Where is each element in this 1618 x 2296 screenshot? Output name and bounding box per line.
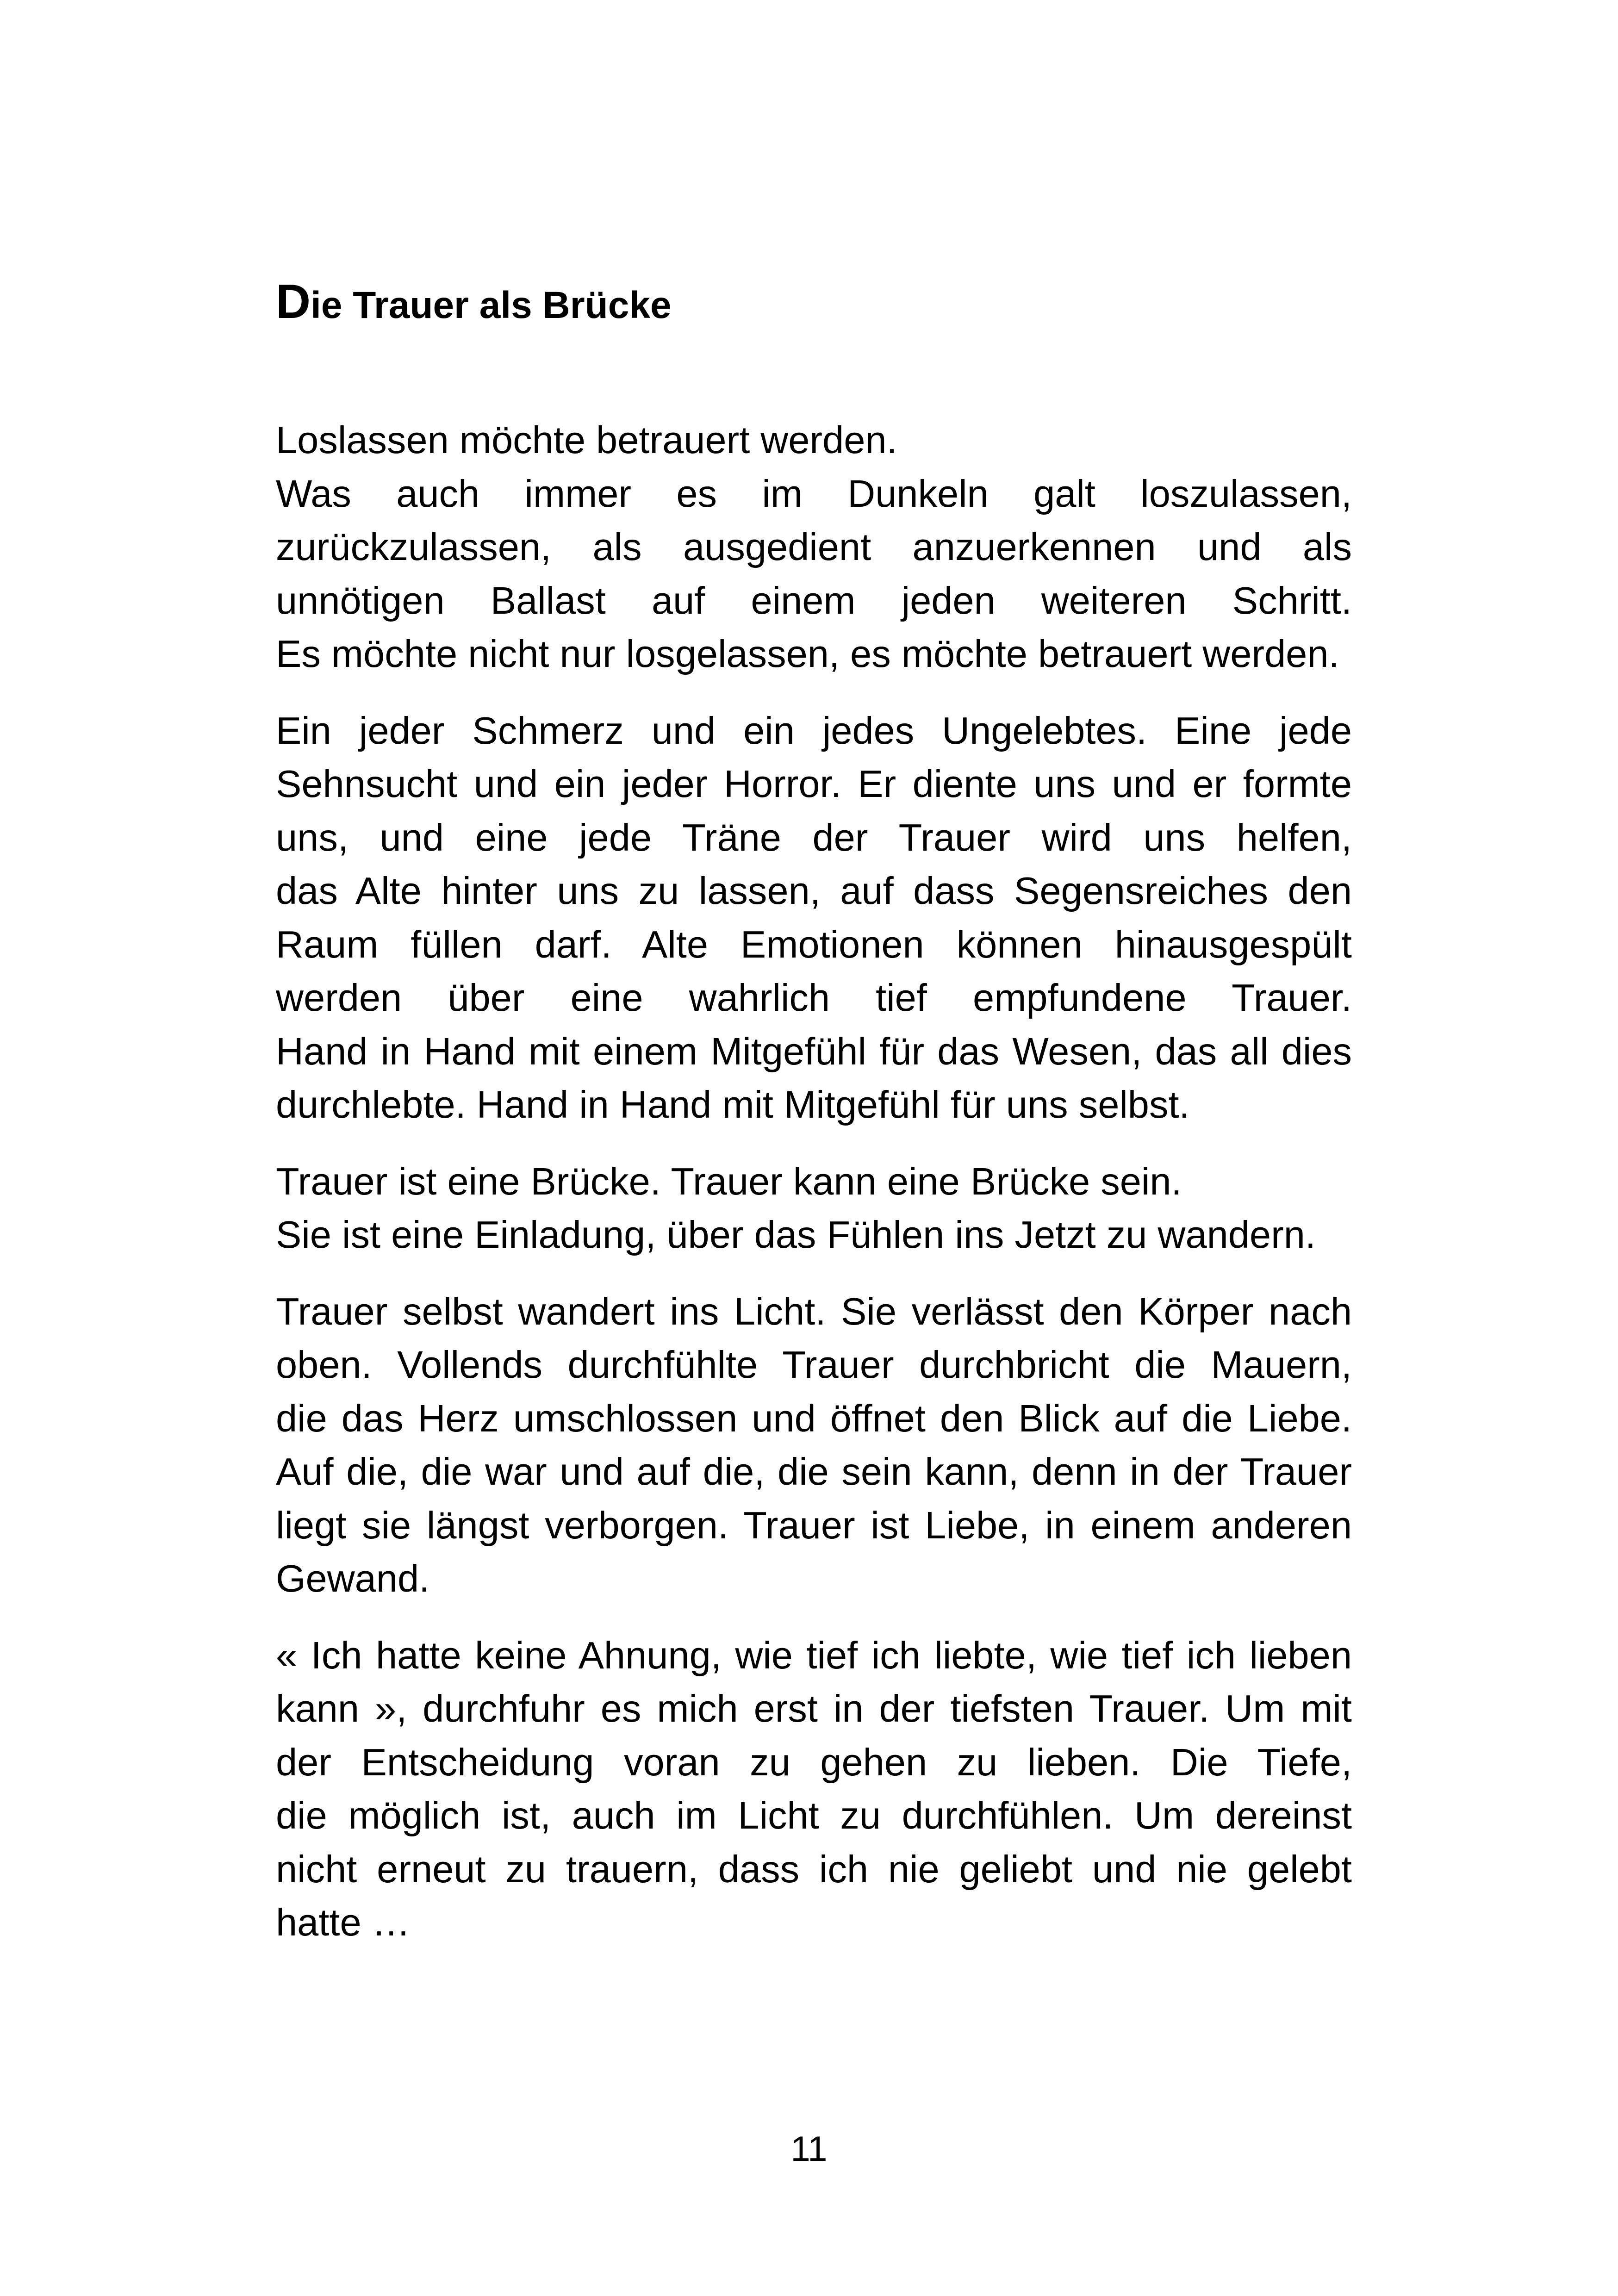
text-line: Trauer selbst wandert ins Licht. Sie verlässt den Körper nach bbox=[276, 1289, 1352, 1333]
text-line: Trauer ist eine Brücke. Trauer kann eine Brücke sein. bbox=[276, 1159, 1182, 1203]
heading-initial: D bbox=[276, 275, 311, 329]
text-line: oben. Vollends durchfühlte Trauer durchbricht die Mauern, bbox=[276, 1343, 1352, 1386]
text-line: der Entscheidung voran zu gehen zu lieben. Die Tiefe, bbox=[276, 1740, 1352, 1784]
text-line: nicht erneut zu trauern, dass ich nie geliebt und nie gelebt bbox=[276, 1847, 1352, 1891]
text-line: Raum füllen darf. Alte Emotionen können hinausgespült bbox=[276, 922, 1352, 966]
chapter-heading bbox=[276, 273, 672, 331]
text-line: hatte … bbox=[276, 1901, 411, 1944]
body-text bbox=[276, 413, 1352, 1972]
text-line: Sehnsucht und ein jeder Horror. Er diente uns und er formte bbox=[276, 762, 1352, 805]
text-line: das Alte hinter uns zu lassen, auf dass Segensreiches den bbox=[276, 869, 1352, 912]
text-line: unnötigen Ballast auf einem jeden weiteren Schritt. bbox=[276, 579, 1352, 622]
text-line: durchlebte. Hand in Hand mit Mitgefühl für uns selbst. bbox=[276, 1083, 1190, 1126]
paragraph bbox=[276, 1285, 1352, 1605]
text-line: kann », durchfuhr es mich erst in der tiefsten Trauer. Um mit bbox=[276, 1687, 1352, 1730]
text-line: Es möchte nicht nur losgelassen, es möchte betrauert werden. bbox=[276, 632, 1339, 675]
text-line: Hand in Hand mit einem Mitgefühl für das Wesen, das all dies bbox=[276, 1029, 1352, 1073]
text-line: werden über eine wahrlich tief empfundene Trauer. bbox=[276, 976, 1352, 1019]
page-number: 11 bbox=[790, 2129, 828, 2169]
paragraph bbox=[276, 1629, 1352, 1949]
paragraph bbox=[276, 704, 1352, 1132]
heading-rest: ie Trauer als Brücke bbox=[311, 284, 672, 326]
paragraph bbox=[276, 413, 1352, 681]
text-line: Ein jeder Schmerz und ein jedes Ungelebtes. Eine jede bbox=[276, 709, 1352, 752]
text-line: Sie ist eine Einladung, über das Fühlen ins Jetzt zu wandern. bbox=[276, 1213, 1316, 1256]
text-line: Auf die, die war und auf die, die sein kann, denn in der Trauer bbox=[276, 1450, 1352, 1493]
text-line: Was auch immer es im Dunkeln galt loszulassen, bbox=[276, 472, 1352, 515]
text-line: zurückzulassen, als ausgedient anzuerkennen und als bbox=[276, 525, 1352, 568]
text-line: « Ich hatte keine Ahnung, wie tief ich liebte, wie tief ich lieben bbox=[276, 1633, 1352, 1677]
text-line: die möglich ist, auch im Licht zu durchfühlen. Um dereinst bbox=[276, 1794, 1352, 1837]
text-line: Gewand. bbox=[276, 1557, 430, 1600]
paragraph bbox=[276, 1155, 1352, 1262]
text-line: die das Herz umschlossen und öffnet den Blick auf die Liebe. bbox=[276, 1396, 1352, 1440]
text-line: Loslassen möchte betrauert werden. bbox=[276, 418, 897, 461]
text-line: liegt sie längst verborgen. Trauer ist Liebe, in einem anderen bbox=[276, 1503, 1352, 1547]
text-line: uns, und eine jede Träne der Trauer wird uns helfen, bbox=[276, 815, 1352, 859]
